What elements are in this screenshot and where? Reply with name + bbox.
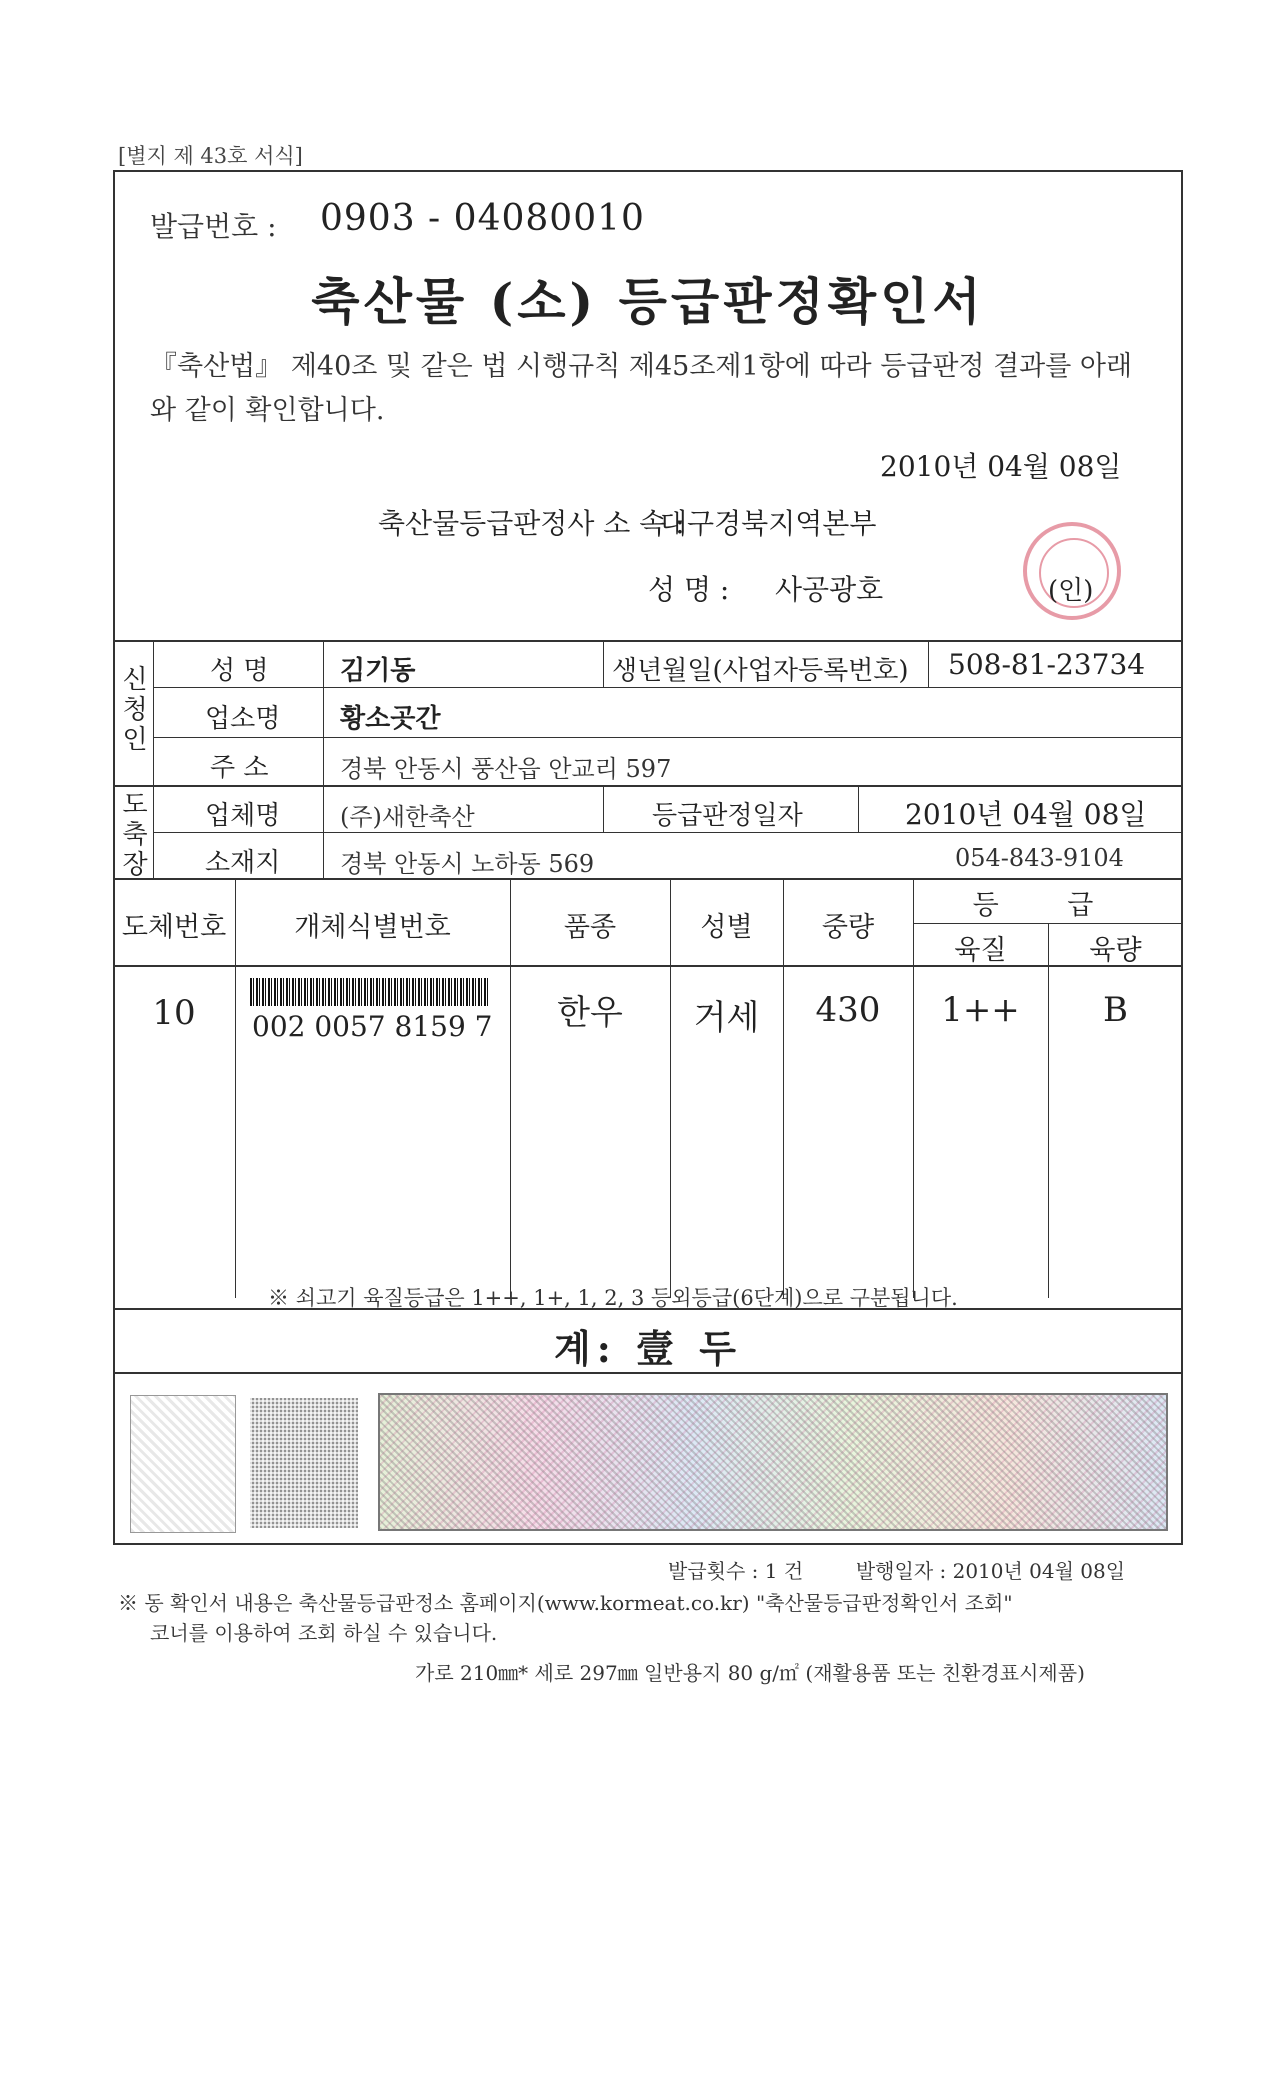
grader-affiliation-label: 축산물등급판정사 소 속 : <box>378 507 685 540</box>
grading-date-label: 등급판정일자 <box>652 801 803 831</box>
header-id-no: 개체식별번호 <box>294 912 451 943</box>
company-name: (주)새한축산 <box>340 803 475 831</box>
quality-grade: 1++ <box>941 990 1020 1030</box>
divider <box>603 640 604 687</box>
header-weight: 중량 <box>821 912 875 943</box>
issue-date-text: 발행일자 : 2010년 04월 08일 <box>855 1559 1126 1583</box>
header-quality: 육질 <box>954 935 1007 966</box>
divider <box>113 1308 1183 1310</box>
weight: 430 <box>815 990 881 1030</box>
yield-grade: B <box>1103 990 1128 1030</box>
carcass-number: 10 <box>152 993 196 1033</box>
grade-note: ※ 쇠고기 육질등급은 1++, 1+, 1, 2, 3 등외등급(6단계)으로 구분됩니다. <box>268 1286 958 1310</box>
address-label: 주 소 <box>210 753 269 783</box>
seal-mark: (인) <box>1048 576 1094 606</box>
hologram-mark-icon <box>130 1395 236 1533</box>
divider <box>153 737 1183 738</box>
location-label: 소재지 <box>205 848 281 878</box>
header-sex: 성별 <box>700 912 753 943</box>
divider <box>235 878 236 1298</box>
business-label: 업소명 <box>205 704 281 734</box>
divider <box>1048 923 1049 1298</box>
divider <box>153 640 154 878</box>
issue-number: 0903 - 04080010 <box>320 198 645 239</box>
divider <box>323 640 324 878</box>
divider <box>113 785 1183 787</box>
slaughterhouse-section-label: 도축장 <box>122 790 148 880</box>
header-yield: 육량 <box>1089 935 1142 966</box>
paper-spec: 가로 210㎜* 세로 297㎜ 일반용지 80 g/㎡ (재활용품 또는 친환경표시제품) <box>415 1661 1085 1685</box>
document-title: 축산물 (소) 등급판정확인서 <box>311 272 985 331</box>
intro-text: 『축산법』 제40조 및 같은 법 시행규칙 제45조제1항에 따라 등급판정 결과를 아래와 같이 확인합니다. <box>150 351 1133 426</box>
divider <box>928 640 929 687</box>
location: 경북 안동시 노하동 569 <box>340 850 595 878</box>
breed: 한우 <box>557 993 623 1033</box>
sex: 거세 <box>693 998 760 1038</box>
form-number-bracket: [별지 제 43호 서식] <box>118 144 303 168</box>
issue-count-text: 발급횟수 : 1 건 <box>668 1559 804 1583</box>
total-count: 계: 壹 두 <box>554 1326 742 1371</box>
security-pattern-overlay <box>250 1398 358 1528</box>
divider <box>858 785 859 832</box>
applicant-section-label: 신청인 <box>122 665 148 755</box>
divider <box>510 878 511 1298</box>
business-name: 황소곳간 <box>340 704 441 734</box>
issue-number-label: 발급번호 : <box>150 210 277 243</box>
header-grade: 등 급 <box>972 890 1124 921</box>
divider <box>603 785 604 832</box>
divider <box>783 878 784 1298</box>
phone: 054-843-9104 <box>955 844 1124 872</box>
header-carcass-no: 도체번호 <box>121 912 227 943</box>
applicant-name: 김기동 <box>340 656 416 686</box>
divider <box>113 1372 1183 1374</box>
anti-copy-pattern <box>378 1393 1168 1531</box>
certificate-date: 2010년 04월 08일 <box>880 450 1122 483</box>
divider <box>113 640 1183 642</box>
notice-line-2: 코너를 이용하여 조회 하실 수 있습니다. <box>150 1621 498 1645</box>
divider <box>913 878 914 1298</box>
applicant-name-label: 성 명 <box>210 656 269 686</box>
identification-number: 002 0057 8159 7 <box>252 1010 493 1043</box>
birth-label: 생년월일(사업자등록번호) <box>612 656 909 686</box>
barcode-icon <box>250 978 490 1006</box>
divider <box>153 687 1183 688</box>
grader-name: 사공광호 <box>775 573 884 606</box>
grader-affiliation: 대구경북지역본부 <box>660 507 877 540</box>
address: 경북 안동시 풍산읍 안교리 597 <box>340 755 672 783</box>
divider <box>670 878 671 1298</box>
birth-value: 508-81-23734 <box>948 648 1146 681</box>
company-label: 업체명 <box>205 801 281 831</box>
grader-name-label: 성 명 : <box>648 573 730 606</box>
header-breed: 품종 <box>563 912 617 943</box>
issue-count <box>668 1555 1125 1584</box>
grading-date: 2010년 04월 08일 <box>905 798 1147 831</box>
notice-line-1: ※ 동 확인서 내용은 축산물등급판정소 홈페이지(www.kormeat.co.kr) "축산물등급판정확인서 조회" <box>118 1591 1013 1615</box>
